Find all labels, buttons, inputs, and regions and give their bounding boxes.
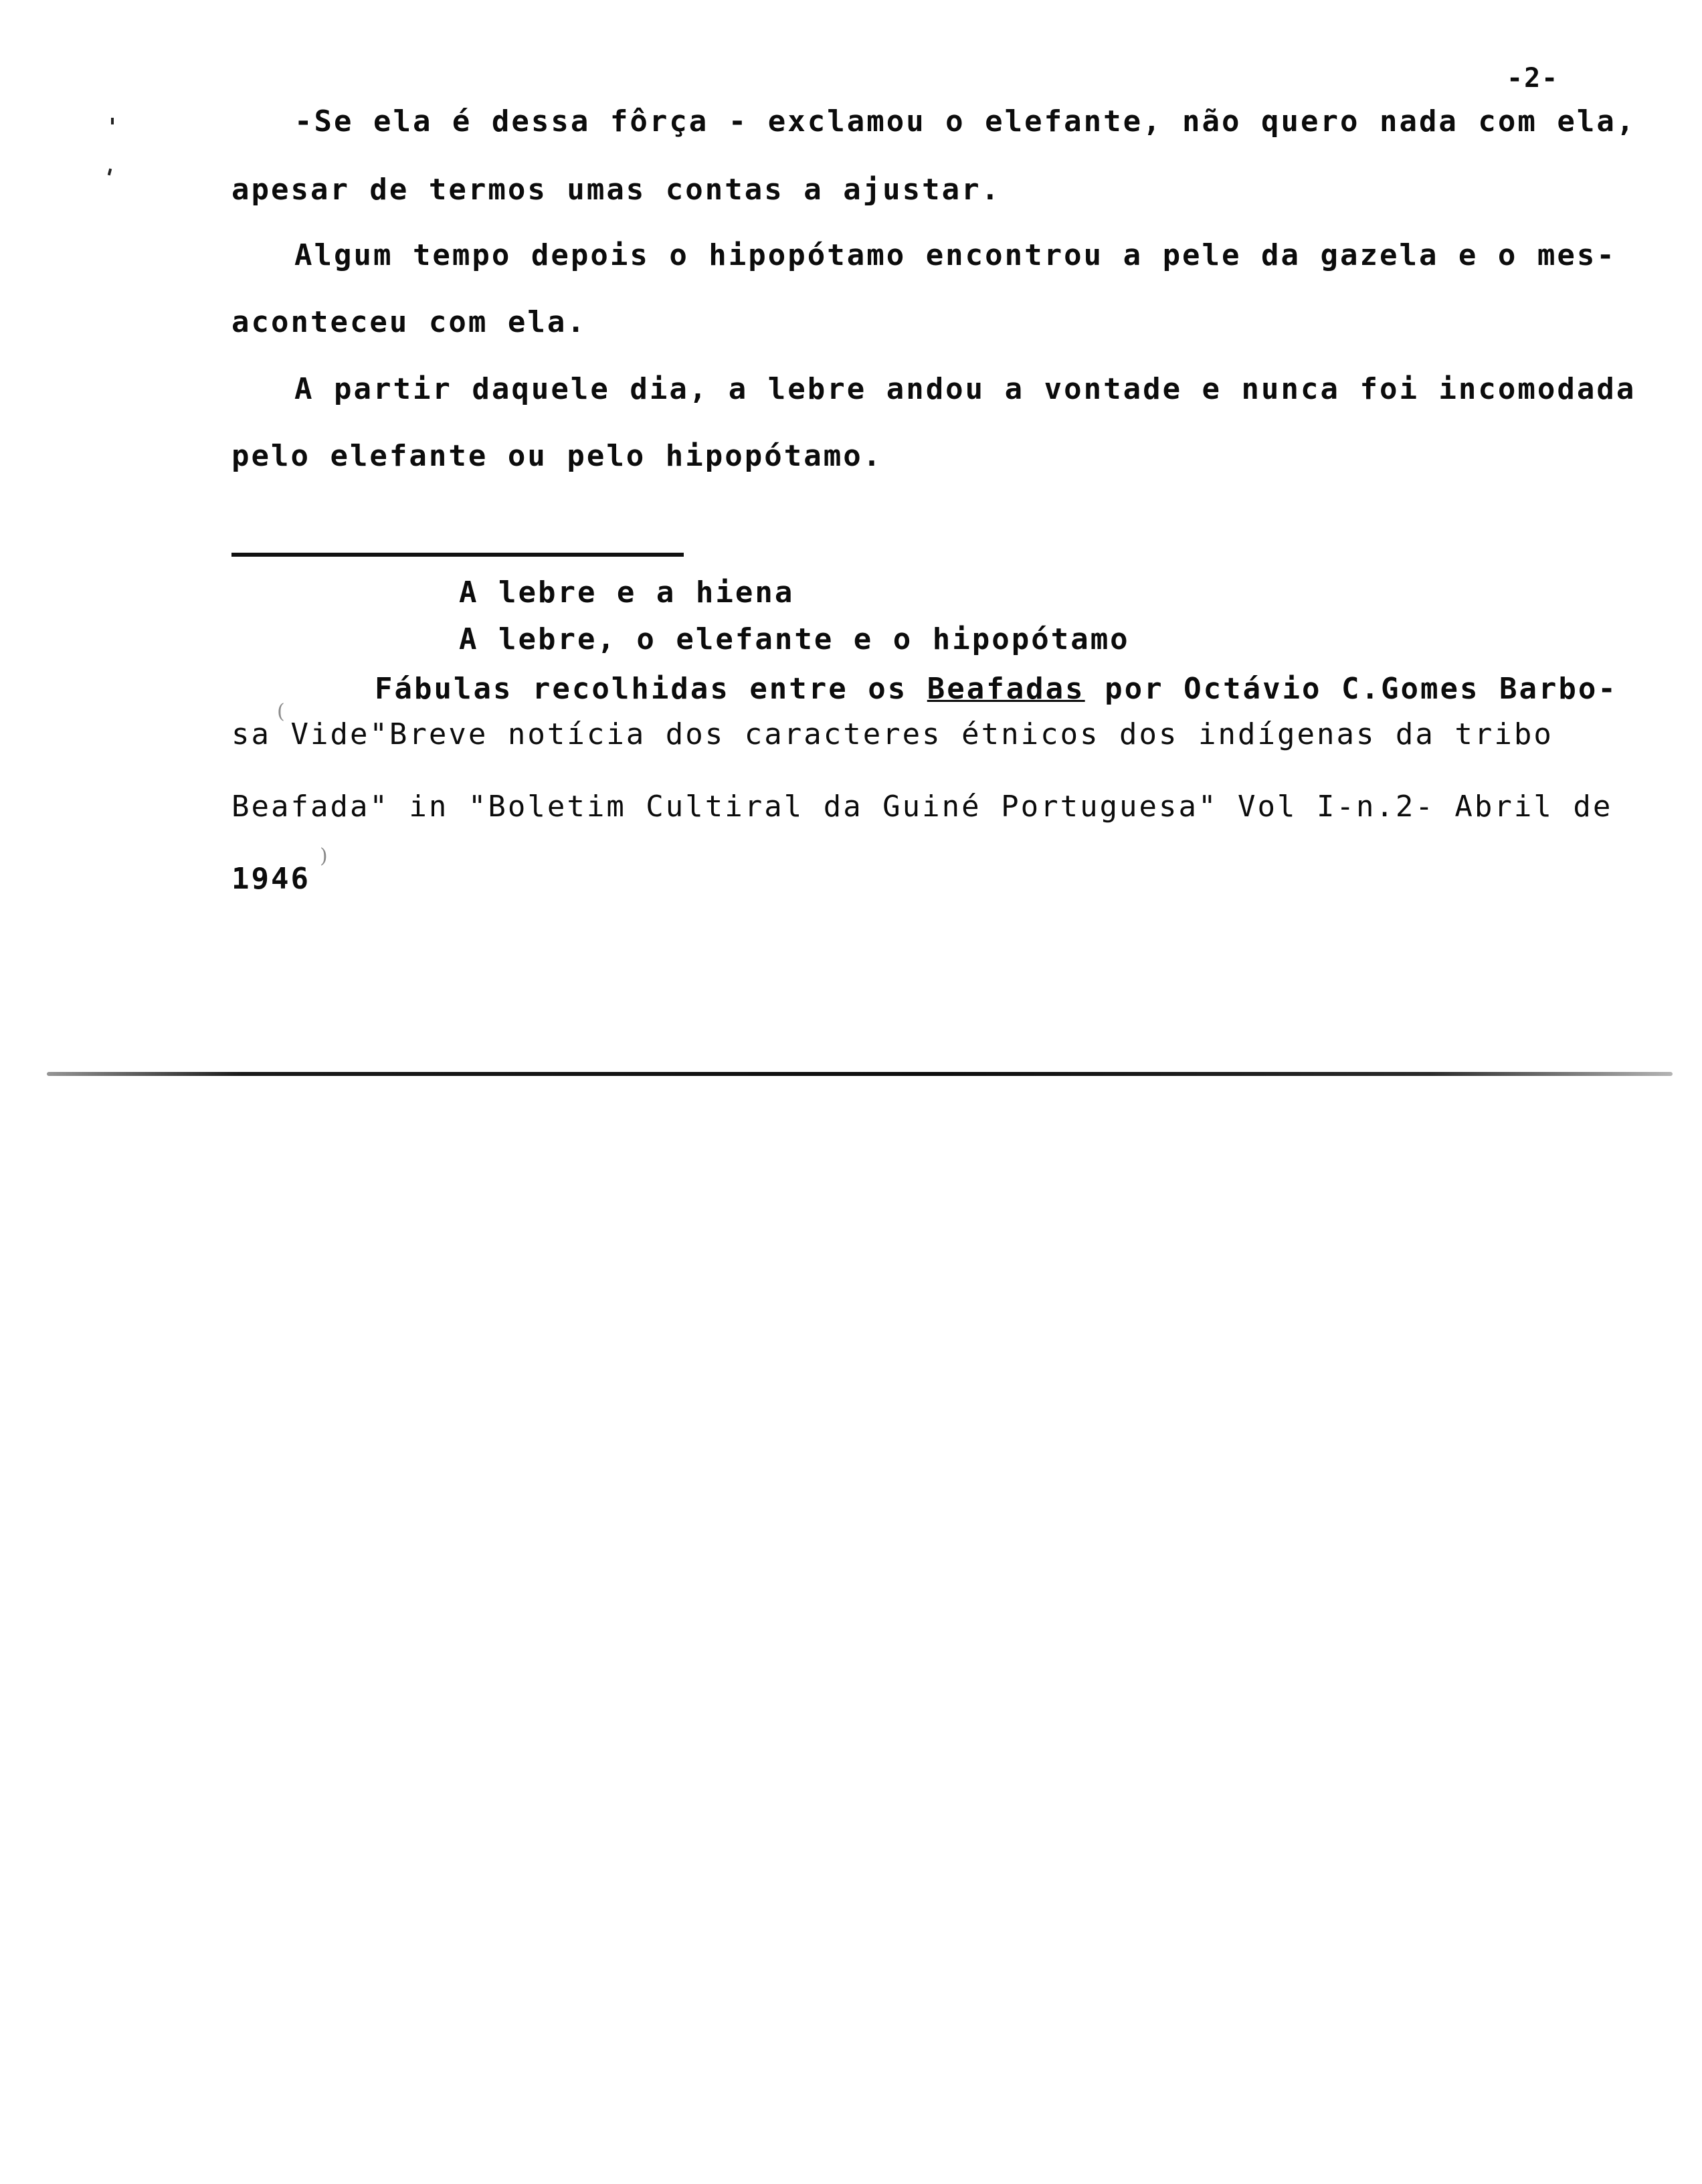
tribe-name-underlined: Beafadas <box>927 672 1085 706</box>
citation-text-start: Fábulas recolhidas entre os <box>375 672 927 706</box>
citation-line-4: 1946 <box>231 862 310 896</box>
margin-mark <box>108 169 112 176</box>
body-line-5: A partir daquele dia, a lebre andou a vontade e nunca foi incomodada <box>294 372 1636 406</box>
footnote-title-1: A lebre e a hiena <box>459 575 795 610</box>
scan-page-edge <box>47 1072 1673 1076</box>
body-line-3: Algum tempo depois o hipopótamo encontrou a pele da gazela e o mes- <box>294 238 1616 272</box>
body-line-4: aconteceu com ela. <box>231 305 587 339</box>
citation-line-1 <box>375 672 1618 706</box>
citation-line-2: sa Vide"Breve notícia dos caracteres étnicos dos indígenas da tribo <box>231 717 1553 751</box>
body-line-1: -Se ela é dessa fôrça - exclamou o elefante, não quero nada com ela, <box>294 104 1636 139</box>
closing-bracket: ) <box>320 844 328 868</box>
body-line-6: pelo elefante ou pelo hipopótamo. <box>231 439 883 473</box>
footnote-title-2: A lebre, o elefante e o hipopótamo <box>459 622 1130 656</box>
citation-text-end: por Octávio C.Gomes Barbo- <box>1084 672 1618 706</box>
page-number: -2- <box>1507 63 1559 94</box>
body-line-2: apesar de termos umas contas a ajustar. <box>231 173 1002 207</box>
footnote-rule <box>231 553 684 557</box>
citation-line-3: Beafada" in "Boletim Cultiral da Guiné Portuguesa" Vol I-n.2- Abril de <box>231 790 1613 824</box>
margin-mark <box>111 118 114 124</box>
opening-bracket: ( <box>277 700 285 723</box>
